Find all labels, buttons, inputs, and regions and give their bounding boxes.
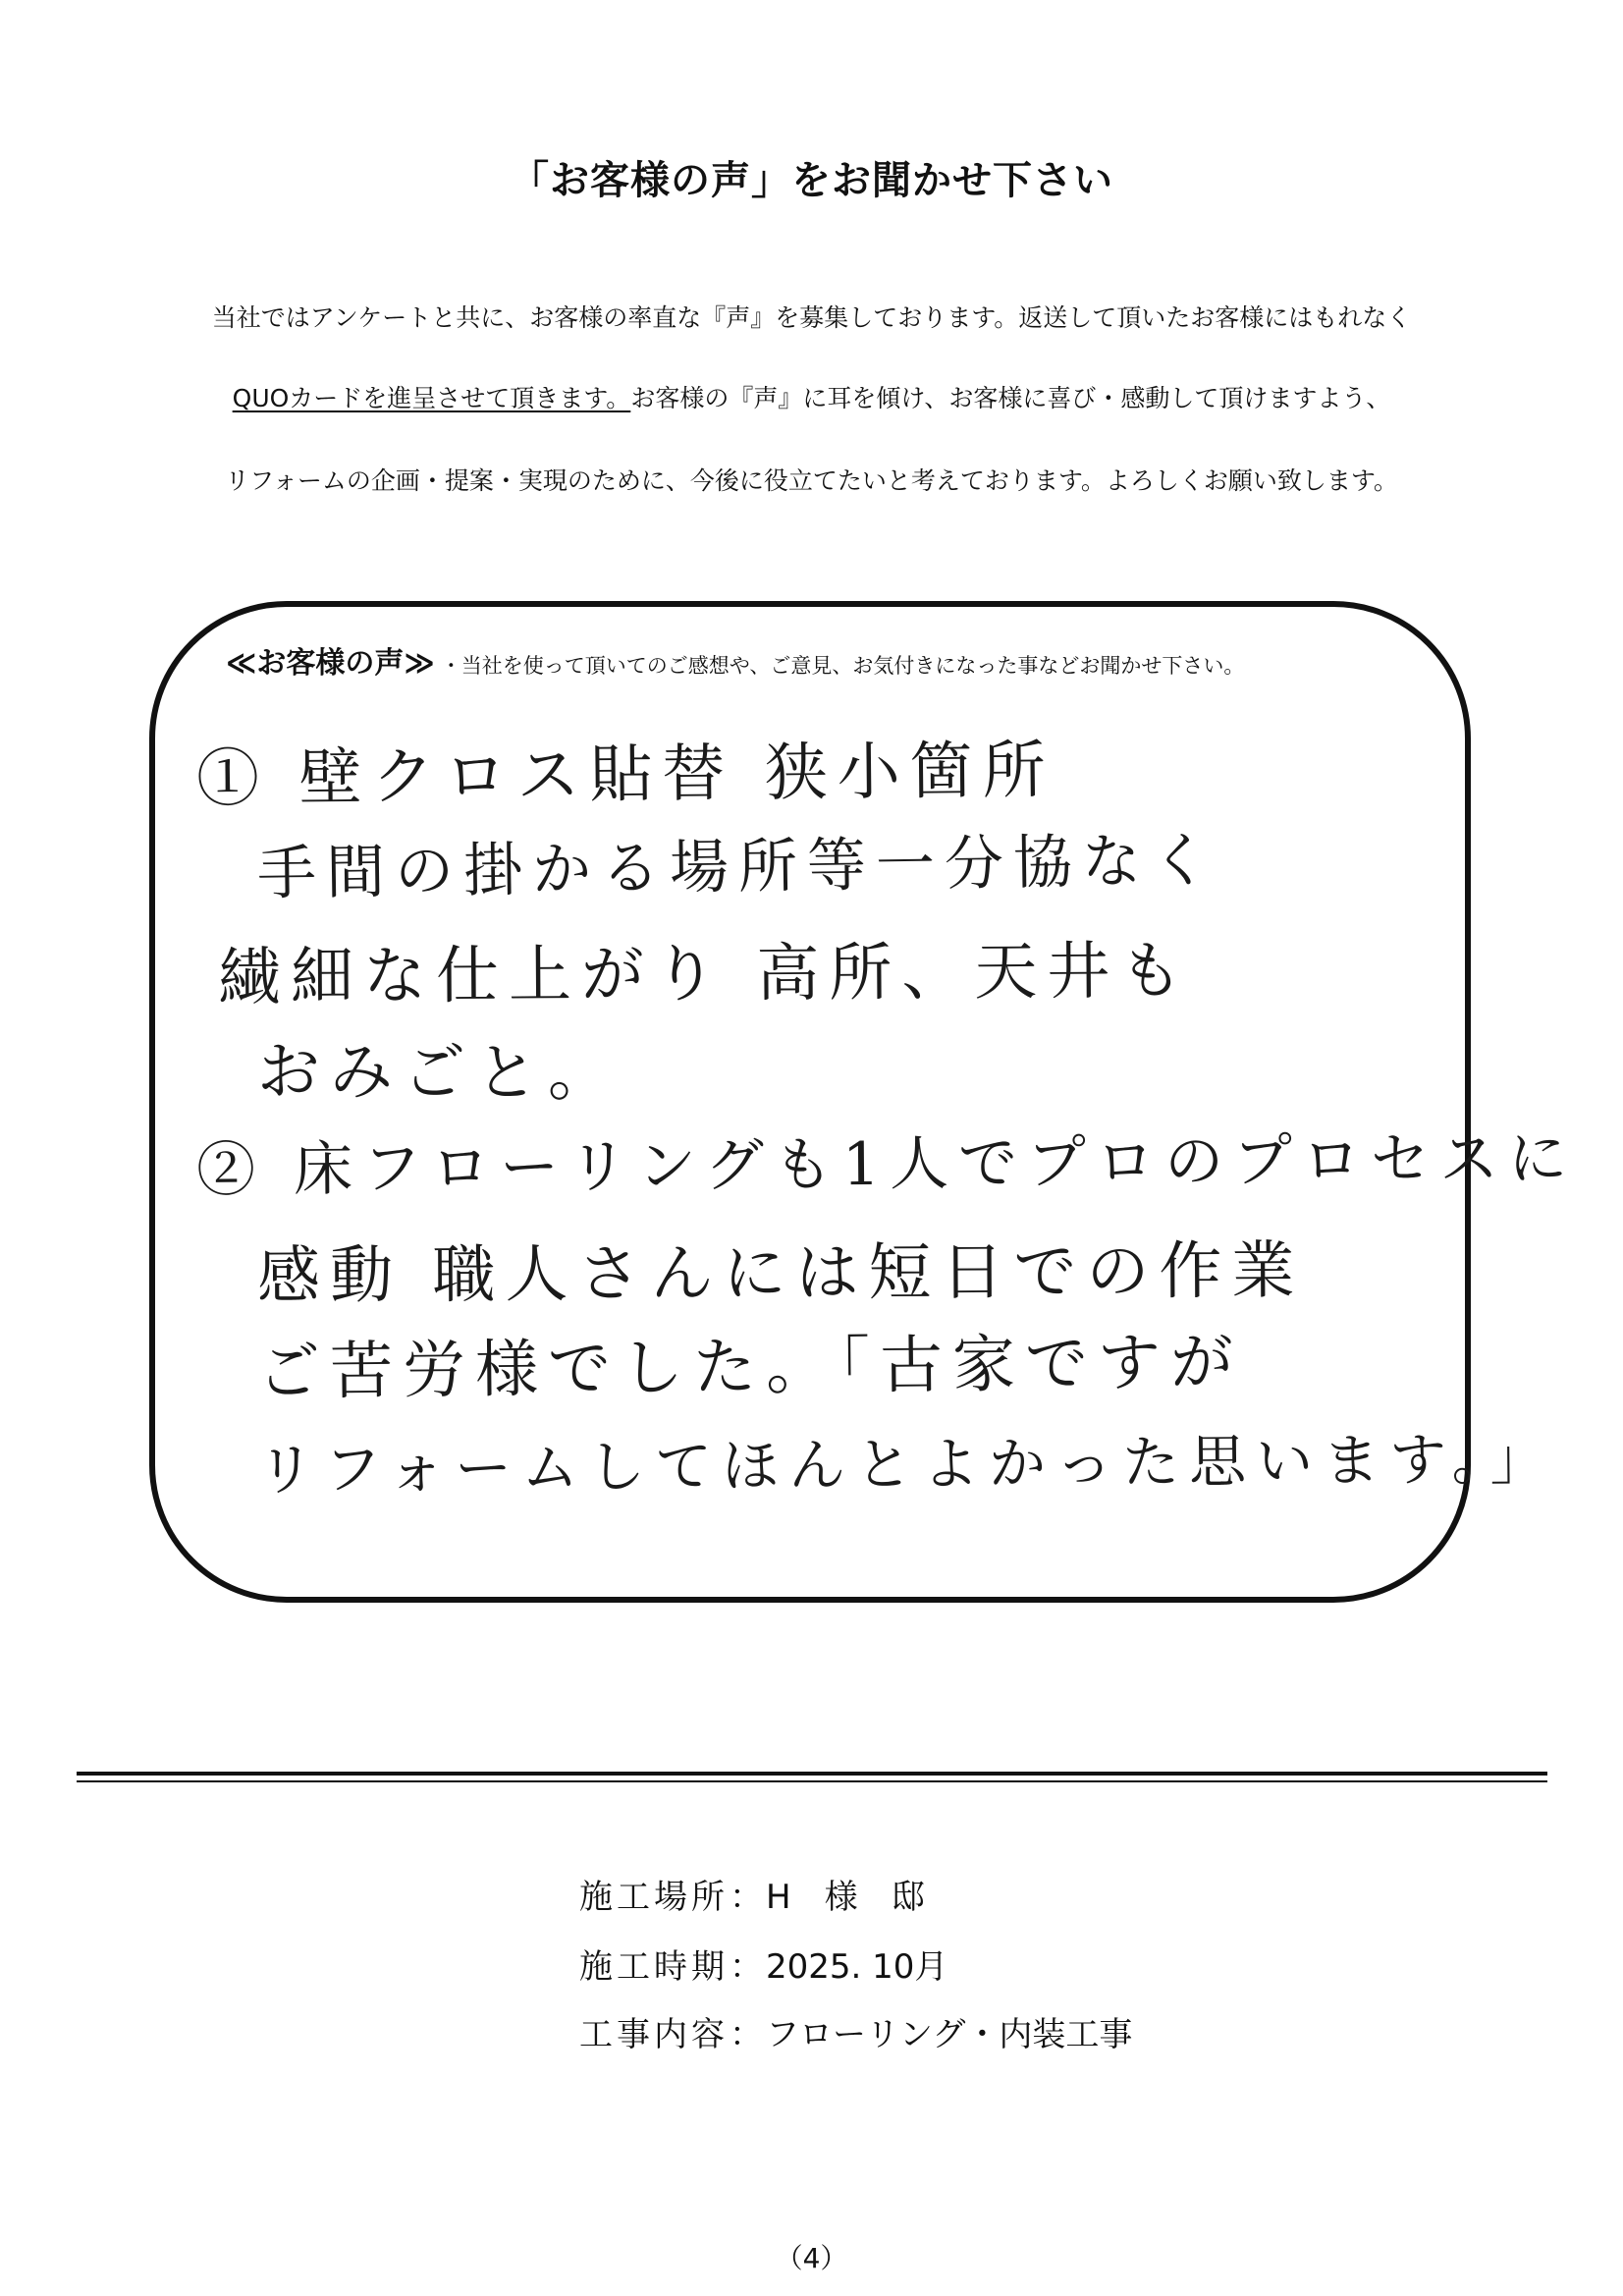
handwritten-line: 繊細な仕上がり 高所、天井も bbox=[217, 935, 1193, 1014]
content-label: 工事内容 bbox=[579, 2015, 729, 2054]
divider-thick bbox=[77, 1772, 1547, 1776]
content-value: フローリング・内装工事 bbox=[766, 2015, 1133, 2054]
period-value: 2025. 10月 bbox=[766, 1947, 948, 1987]
voice-header bbox=[226, 638, 1244, 682]
handwritten-line: リフォームしてほんとよかった思います。」 bbox=[256, 1425, 1557, 1503]
handwritten-line: ② 床フローリングも1人でプロのプロセスに bbox=[195, 1123, 1578, 1205]
handwritten-line: 感動 職人さんには短日での作業 bbox=[256, 1234, 1305, 1313]
intro-line-2-rest: お客様の『声』に耳を傾け、お客様に喜び・感動して頂けますよう、 bbox=[630, 384, 1391, 412]
separator: ： bbox=[730, 1878, 763, 1917]
info-location bbox=[579, 1870, 925, 1918]
intro-line-1: 当社ではアンケートと共に、お客様の率直な『声』を募集しております。返送して頂いたお客様にはもれなく bbox=[211, 303, 1412, 332]
handwritten-line: ① 壁クロス貼替 狭小箇所 bbox=[195, 734, 1056, 816]
handwritten-line: 手間の掛かる場所等一分協なく bbox=[256, 826, 1220, 908]
info-period bbox=[579, 1940, 947, 1988]
separator: ： bbox=[730, 1947, 763, 1987]
voice-hint: ・当社を使って頂いてのご感想や、ご意見、お気付きになった事などお聞かせ下さい。 bbox=[440, 654, 1245, 678]
voice-label: ≪お客様の声≫ bbox=[226, 646, 435, 681]
intro-line-2 bbox=[0, 379, 1623, 414]
intro-line-3: リフォームの企画・提案・実現のために、今後に役立てたいと考えております。よろしくお願い致します。 bbox=[225, 466, 1398, 495]
page-number: （4） bbox=[775, 2242, 848, 2274]
separator: ： bbox=[730, 2015, 763, 2054]
location-label: 施工場所 bbox=[579, 1878, 729, 1917]
handwritten-line: ご苦労様でした。「古家ですが bbox=[256, 1326, 1244, 1409]
divider-thin bbox=[77, 1780, 1547, 1782]
period-label: 施工時期 bbox=[579, 1947, 729, 1987]
info-content bbox=[579, 2007, 1132, 2055]
handwritten-line: おみごと。 bbox=[256, 1036, 622, 1111]
quo-card-offer: QUOカードを進呈させて頂きます。 bbox=[232, 384, 631, 412]
page-title: 「お客様の声」をお聞かせ下さい bbox=[510, 158, 1113, 203]
location-value: H 様 邸 bbox=[766, 1878, 925, 1917]
